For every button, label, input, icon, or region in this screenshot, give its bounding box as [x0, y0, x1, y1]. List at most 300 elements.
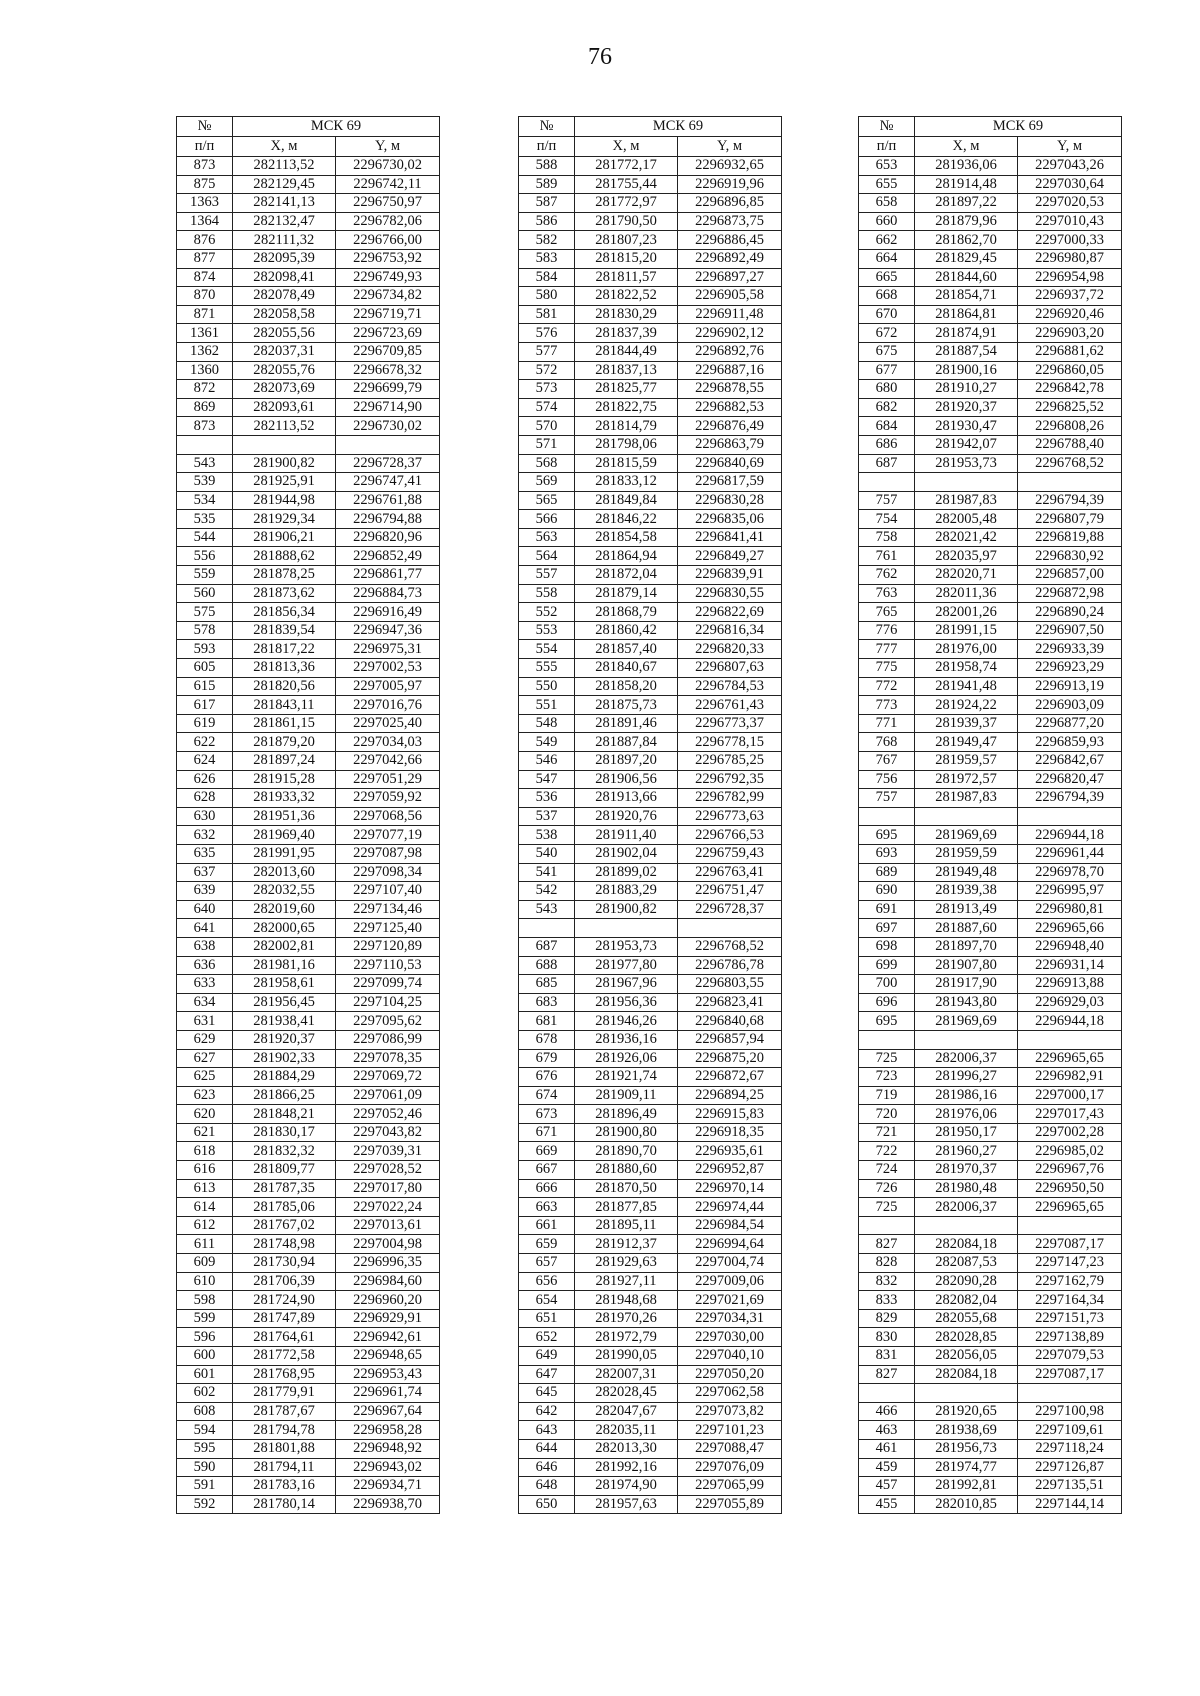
table-row	[519, 603, 782, 622]
y-coordinate-cell: 2296915,83	[678, 1105, 782, 1124]
y-coordinate-cell: 2296932,65	[678, 157, 782, 176]
y-coordinate-cell: 2296929,91	[336, 1309, 440, 1328]
y-coordinate-cell: 2296751,47	[678, 882, 782, 901]
table-row	[519, 1384, 782, 1403]
x-coordinate-cell: 281866,25	[233, 1086, 336, 1105]
y-coordinate-cell: 2296841,41	[678, 528, 782, 547]
point-number-cell: 613	[177, 1179, 233, 1198]
table-row	[519, 770, 782, 789]
table-row	[177, 714, 440, 733]
x-coordinate-cell: 281921,74	[575, 1068, 678, 1087]
table-row	[859, 1328, 1122, 1347]
table-row	[519, 900, 782, 919]
table-row	[859, 342, 1122, 361]
y-coordinate-cell: 2297077,19	[336, 826, 440, 845]
table-row	[859, 361, 1122, 380]
table-row	[859, 603, 1122, 622]
x-coordinate-cell: 281946,26	[575, 1012, 678, 1031]
table-row	[859, 1495, 1122, 1514]
table-row	[177, 1123, 440, 1142]
x-coordinate-cell: 281949,48	[915, 863, 1018, 882]
table-row	[859, 398, 1122, 417]
y-coordinate-cell: 2296773,37	[678, 714, 782, 733]
point-number-cell: 682	[859, 398, 915, 417]
y-coordinate-cell: 2296913,88	[1018, 975, 1122, 994]
point-number-cell: 623	[177, 1086, 233, 1105]
x-coordinate-cell: 281884,29	[233, 1068, 336, 1087]
header-number: №	[519, 117, 575, 137]
table-row	[859, 491, 1122, 510]
point-number-cell: 699	[859, 956, 915, 975]
point-number-cell: 466	[859, 1402, 915, 1421]
y-coordinate-cell: 2296938,70	[336, 1495, 440, 1514]
x-coordinate-cell: 281941,48	[915, 677, 1018, 696]
y-coordinate-cell: 2296937,72	[1018, 287, 1122, 306]
point-number-cell: 593	[177, 640, 233, 659]
x-coordinate-cell: 281987,83	[915, 491, 1018, 510]
x-coordinate-cell: 282113,52	[233, 157, 336, 176]
y-coordinate-cell: 2296876,49	[678, 417, 782, 436]
x-coordinate-cell: 281920,37	[915, 398, 1018, 417]
table-row	[859, 863, 1122, 882]
x-coordinate-cell: 281772,58	[233, 1347, 336, 1366]
table-row	[859, 882, 1122, 901]
y-coordinate-cell: 2296719,71	[336, 305, 440, 324]
point-number-cell: 554	[519, 640, 575, 659]
x-coordinate-cell: 281848,21	[233, 1105, 336, 1124]
point-number-cell: 686	[859, 435, 915, 454]
table-row	[519, 1179, 782, 1198]
point-number-cell: 724	[859, 1161, 915, 1180]
table-row	[519, 1291, 782, 1310]
point-number-cell: 695	[859, 826, 915, 845]
point-number-cell: 754	[859, 510, 915, 529]
y-coordinate-cell: 2296728,37	[678, 900, 782, 919]
point-number-cell: 630	[177, 807, 233, 826]
point-number-cell: 616	[177, 1161, 233, 1180]
x-coordinate-cell: 281785,06	[233, 1198, 336, 1217]
x-coordinate-cell: 282056,05	[915, 1347, 1018, 1366]
x-coordinate-cell: 281844,49	[575, 342, 678, 361]
point-number-cell: 621	[177, 1123, 233, 1142]
table-row	[519, 1161, 782, 1180]
point-number-cell: 617	[177, 696, 233, 715]
point-number-cell: 582	[519, 231, 575, 250]
x-coordinate-cell	[915, 473, 1018, 492]
point-number-cell: 644	[519, 1439, 575, 1458]
table-row	[177, 807, 440, 826]
x-coordinate-cell: 281920,37	[233, 1030, 336, 1049]
y-coordinate-cell: 2296878,55	[678, 380, 782, 399]
x-coordinate-cell: 281809,77	[233, 1161, 336, 1180]
point-number-cell: 571	[519, 435, 575, 454]
point-number-cell: 1361	[177, 324, 233, 343]
y-coordinate-cell: 2296860,05	[1018, 361, 1122, 380]
y-coordinate-cell: 2296916,49	[336, 603, 440, 622]
y-coordinate-cell: 2296830,92	[1018, 547, 1122, 566]
table-row	[177, 157, 440, 176]
table-row	[177, 1179, 440, 1198]
point-number-cell: 653	[859, 157, 915, 176]
x-coordinate-cell: 281879,20	[233, 733, 336, 752]
table-row	[177, 1068, 440, 1087]
point-number-cell: 573	[519, 380, 575, 399]
table-row	[859, 1235, 1122, 1254]
table-row	[177, 1049, 440, 1068]
x-coordinate-cell: 281902,33	[233, 1049, 336, 1068]
point-number-cell: 719	[859, 1086, 915, 1105]
table-row	[177, 398, 440, 417]
coordinate-table-3	[858, 116, 1122, 1514]
point-number-cell: 575	[177, 603, 233, 622]
y-coordinate-cell: 2296943,02	[336, 1458, 440, 1477]
point-number-cell: 669	[519, 1142, 575, 1161]
y-coordinate-cell: 2296980,81	[1018, 900, 1122, 919]
point-number-cell: 679	[519, 1049, 575, 1068]
x-coordinate-cell: 281854,58	[575, 528, 678, 547]
point-number-cell: 1362	[177, 342, 233, 361]
table-row	[177, 696, 440, 715]
table-row	[177, 1402, 440, 1421]
point-number-cell: 631	[177, 1012, 233, 1031]
x-coordinate-cell: 281856,34	[233, 603, 336, 622]
y-coordinate-cell: 2296840,68	[678, 1012, 782, 1031]
table-row	[177, 677, 440, 696]
y-coordinate-cell: 2297061,09	[336, 1086, 440, 1105]
x-coordinate-cell: 282082,04	[915, 1291, 1018, 1310]
y-coordinate-cell: 2296782,99	[678, 789, 782, 808]
y-coordinate-cell: 2296905,58	[678, 287, 782, 306]
table-row	[519, 194, 782, 213]
x-coordinate-cell: 281877,85	[575, 1198, 678, 1217]
point-number-cell: 664	[859, 249, 915, 268]
y-coordinate-cell: 2296714,90	[336, 398, 440, 417]
x-coordinate-cell: 281854,71	[915, 287, 1018, 306]
y-coordinate-cell: 2296875,20	[678, 1049, 782, 1068]
x-coordinate-cell: 281868,79	[575, 603, 678, 622]
x-coordinate-cell: 281772,97	[575, 194, 678, 213]
x-coordinate-cell: 282095,39	[233, 249, 336, 268]
y-coordinate-cell: 2297134,46	[336, 900, 440, 919]
table-row	[859, 640, 1122, 659]
y-coordinate-cell: 2296859,93	[1018, 733, 1122, 752]
y-coordinate-cell: 2297078,35	[336, 1049, 440, 1068]
point-number-cell: 557	[519, 566, 575, 585]
point-number-cell: 757	[859, 789, 915, 808]
table-row	[859, 1365, 1122, 1384]
y-coordinate-cell: 2296935,61	[678, 1142, 782, 1161]
table-row	[177, 659, 440, 678]
x-coordinate-cell: 281843,11	[233, 696, 336, 715]
x-coordinate-cell: 281906,56	[575, 770, 678, 789]
table-row	[519, 752, 782, 771]
y-coordinate-cell: 2297098,34	[336, 863, 440, 882]
y-coordinate-cell: 2297004,74	[678, 1254, 782, 1273]
x-coordinate-cell: 282035,11	[575, 1421, 678, 1440]
y-coordinate-cell: 2296778,15	[678, 733, 782, 752]
point-number-cell	[859, 1216, 915, 1235]
x-coordinate-cell: 281849,84	[575, 491, 678, 510]
y-coordinate-cell: 2296923,29	[1018, 659, 1122, 678]
x-coordinate-cell: 281942,07	[915, 435, 1018, 454]
table-row	[519, 696, 782, 715]
table-row	[859, 956, 1122, 975]
x-coordinate-cell: 281747,89	[233, 1309, 336, 1328]
x-coordinate-cell: 281900,16	[915, 361, 1018, 380]
table-row	[859, 1347, 1122, 1366]
point-number-cell: 588	[519, 157, 575, 176]
table-row	[519, 1328, 782, 1347]
y-coordinate-cell: 2297034,03	[336, 733, 440, 752]
point-number-cell: 634	[177, 993, 233, 1012]
point-number-cell: 827	[859, 1365, 915, 1384]
point-number-cell: 670	[859, 305, 915, 324]
point-number-cell: 599	[177, 1309, 233, 1328]
table-row	[519, 640, 782, 659]
header-x: X, м	[575, 137, 678, 157]
y-coordinate-cell: 2296786,78	[678, 956, 782, 975]
table-row	[859, 194, 1122, 213]
y-coordinate-cell: 2296942,61	[336, 1328, 440, 1347]
x-coordinate-cell: 281914,48	[915, 175, 1018, 194]
y-coordinate-cell: 2297017,80	[336, 1179, 440, 1198]
table-row	[519, 826, 782, 845]
y-coordinate-cell: 2296975,31	[336, 640, 440, 659]
table-row	[177, 287, 440, 306]
x-coordinate-cell: 281830,17	[233, 1123, 336, 1142]
y-coordinate-cell: 2297110,53	[336, 956, 440, 975]
point-number-cell: 876	[177, 231, 233, 250]
x-coordinate-cell: 281969,40	[233, 826, 336, 845]
point-number-cell: 610	[177, 1272, 233, 1291]
y-coordinate-cell: 2296948,40	[1018, 937, 1122, 956]
y-coordinate-cell: 2296934,71	[336, 1477, 440, 1496]
point-number-cell: 543	[177, 454, 233, 473]
point-number-cell: 765	[859, 603, 915, 622]
x-coordinate-cell: 281807,23	[575, 231, 678, 250]
point-number-cell: 611	[177, 1235, 233, 1254]
table-row	[177, 473, 440, 492]
y-coordinate-cell: 2296931,14	[1018, 956, 1122, 975]
point-number-cell: 620	[177, 1105, 233, 1124]
table-row	[177, 268, 440, 287]
point-number-cell: 624	[177, 752, 233, 771]
table-row	[859, 919, 1122, 938]
x-coordinate-cell: 282035,97	[915, 547, 1018, 566]
point-number-cell: 680	[859, 380, 915, 399]
table-row	[177, 454, 440, 473]
x-coordinate-cell: 281815,59	[575, 454, 678, 473]
x-coordinate-cell: 281970,37	[915, 1161, 1018, 1180]
table-row	[519, 491, 782, 510]
x-coordinate-cell: 282037,31	[233, 342, 336, 361]
table-row	[859, 752, 1122, 771]
point-number-cell: 665	[859, 268, 915, 287]
point-number-cell: 569	[519, 473, 575, 492]
table-row	[859, 975, 1122, 994]
x-coordinate-cell: 281899,02	[575, 863, 678, 882]
x-coordinate-cell: 281897,24	[233, 752, 336, 771]
header-coordinate-system: МСК 69	[575, 117, 782, 137]
y-coordinate-cell: 2296982,91	[1018, 1068, 1122, 1087]
y-coordinate-cell: 2296919,96	[678, 175, 782, 194]
y-coordinate-cell: 2296954,98	[1018, 268, 1122, 287]
x-coordinate-cell: 281896,49	[575, 1105, 678, 1124]
x-coordinate-cell: 281936,16	[575, 1030, 678, 1049]
y-coordinate-cell: 2297043,82	[336, 1123, 440, 1142]
table-row	[177, 1161, 440, 1180]
table-row	[519, 398, 782, 417]
x-coordinate-cell: 281764,61	[233, 1328, 336, 1347]
y-coordinate-cell: 2297135,51	[1018, 1477, 1122, 1496]
y-coordinate-cell: 2296822,69	[678, 603, 782, 622]
table-row	[519, 342, 782, 361]
table-row	[177, 1086, 440, 1105]
point-number-cell: 615	[177, 677, 233, 696]
y-coordinate-cell: 2296840,69	[678, 454, 782, 473]
y-coordinate-cell: 2297104,25	[336, 993, 440, 1012]
x-coordinate-cell: 281822,75	[575, 398, 678, 417]
point-number-cell: 638	[177, 937, 233, 956]
table-row	[859, 1049, 1122, 1068]
x-coordinate-cell: 282055,76	[233, 361, 336, 380]
table-row	[519, 733, 782, 752]
point-number-cell	[859, 807, 915, 826]
point-number-cell: 666	[519, 1179, 575, 1198]
table-row	[859, 473, 1122, 492]
point-number-cell: 642	[519, 1402, 575, 1421]
point-number-cell: 722	[859, 1142, 915, 1161]
x-coordinate-cell: 282093,61	[233, 398, 336, 417]
x-coordinate-cell: 281833,12	[575, 473, 678, 492]
table-row	[859, 380, 1122, 399]
x-coordinate-cell: 281987,83	[915, 789, 1018, 808]
x-coordinate-cell: 281862,70	[915, 231, 1018, 250]
table-row	[177, 324, 440, 343]
x-coordinate-cell: 281958,61	[233, 975, 336, 994]
point-number-cell: 674	[519, 1086, 575, 1105]
x-coordinate-cell: 282002,81	[233, 937, 336, 956]
table-row	[859, 937, 1122, 956]
table-row	[519, 1235, 782, 1254]
x-coordinate-cell: 281936,06	[915, 157, 1018, 176]
table-row	[519, 268, 782, 287]
x-coordinate-cell: 281840,67	[575, 659, 678, 678]
point-number-cell: 550	[519, 677, 575, 696]
table-row	[859, 1179, 1122, 1198]
point-number-cell: 632	[177, 826, 233, 845]
point-number-cell: 677	[859, 361, 915, 380]
coordinate-table-2	[518, 116, 782, 1514]
x-coordinate-cell: 281957,63	[575, 1495, 678, 1514]
table-row	[519, 919, 782, 938]
table-row	[859, 1012, 1122, 1031]
y-coordinate-cell: 2297042,66	[336, 752, 440, 771]
table-row	[859, 157, 1122, 176]
point-number-cell: 583	[519, 249, 575, 268]
y-coordinate-cell	[1018, 807, 1122, 826]
x-coordinate-cell: 281870,50	[575, 1179, 678, 1198]
table-row	[859, 1142, 1122, 1161]
table-row	[859, 993, 1122, 1012]
point-number-cell: 648	[519, 1477, 575, 1496]
x-coordinate-cell	[915, 1216, 1018, 1235]
point-number-cell: 566	[519, 510, 575, 529]
y-coordinate-cell: 2296747,41	[336, 473, 440, 492]
y-coordinate-cell: 2297079,53	[1018, 1347, 1122, 1366]
x-coordinate-cell: 281878,25	[233, 566, 336, 585]
table-row	[519, 1439, 782, 1458]
point-number-cell: 555	[519, 659, 575, 678]
y-coordinate-cell: 2296794,88	[336, 510, 440, 529]
y-coordinate-cell: 2296842,78	[1018, 380, 1122, 399]
x-coordinate-cell: 281910,27	[915, 380, 1018, 399]
y-coordinate-cell: 2297099,74	[336, 975, 440, 994]
x-coordinate-cell: 282047,67	[575, 1402, 678, 1421]
x-coordinate-cell: 282028,85	[915, 1328, 1018, 1347]
table-row	[519, 937, 782, 956]
point-number-cell: 649	[519, 1347, 575, 1366]
point-number-cell: 777	[859, 640, 915, 659]
table-row	[177, 175, 440, 194]
x-coordinate-cell: 281858,20	[575, 677, 678, 696]
y-coordinate-cell: 2296849,27	[678, 547, 782, 566]
y-coordinate-cell: 2296730,02	[336, 417, 440, 436]
y-coordinate-cell: 2296768,52	[1018, 454, 1122, 473]
y-coordinate-cell: 2296820,33	[678, 640, 782, 659]
x-coordinate-cell: 281780,14	[233, 1495, 336, 1514]
point-number-cell: 690	[859, 882, 915, 901]
x-coordinate-cell: 281879,96	[915, 212, 1018, 231]
table-row	[177, 844, 440, 863]
y-coordinate-cell: 2296967,76	[1018, 1161, 1122, 1180]
table-row	[859, 714, 1122, 733]
table-row	[859, 454, 1122, 473]
y-coordinate-cell	[1018, 473, 1122, 492]
point-number-cell: 572	[519, 361, 575, 380]
x-coordinate-cell: 281883,29	[575, 882, 678, 901]
table-row	[859, 249, 1122, 268]
point-number-cell: 560	[177, 584, 233, 603]
table-row	[519, 714, 782, 733]
header-number: №	[859, 117, 915, 137]
table-row	[859, 1216, 1122, 1235]
point-number-cell: 618	[177, 1142, 233, 1161]
x-coordinate-cell: 281887,60	[915, 919, 1018, 938]
point-number-cell: 658	[859, 194, 915, 213]
point-number-cell: 558	[519, 584, 575, 603]
table-row	[859, 212, 1122, 231]
point-number-cell: 556	[177, 547, 233, 566]
x-coordinate-cell: 281864,94	[575, 547, 678, 566]
y-coordinate-cell: 2297118,24	[1018, 1439, 1122, 1458]
table-row	[177, 789, 440, 808]
point-number-cell: 1364	[177, 212, 233, 231]
table-row	[177, 882, 440, 901]
table-row	[177, 435, 440, 454]
point-number-cell: 548	[519, 714, 575, 733]
point-number-cell: 678	[519, 1030, 575, 1049]
table-row	[177, 863, 440, 882]
point-number-cell: 600	[177, 1347, 233, 1366]
table-row	[519, 249, 782, 268]
y-coordinate-cell: 2296985,02	[1018, 1142, 1122, 1161]
y-coordinate-cell: 2296763,41	[678, 863, 782, 882]
table-row	[177, 231, 440, 250]
table-row	[519, 659, 782, 678]
point-number-cell: 651	[519, 1309, 575, 1328]
x-coordinate-cell: 282010,85	[915, 1495, 1018, 1514]
